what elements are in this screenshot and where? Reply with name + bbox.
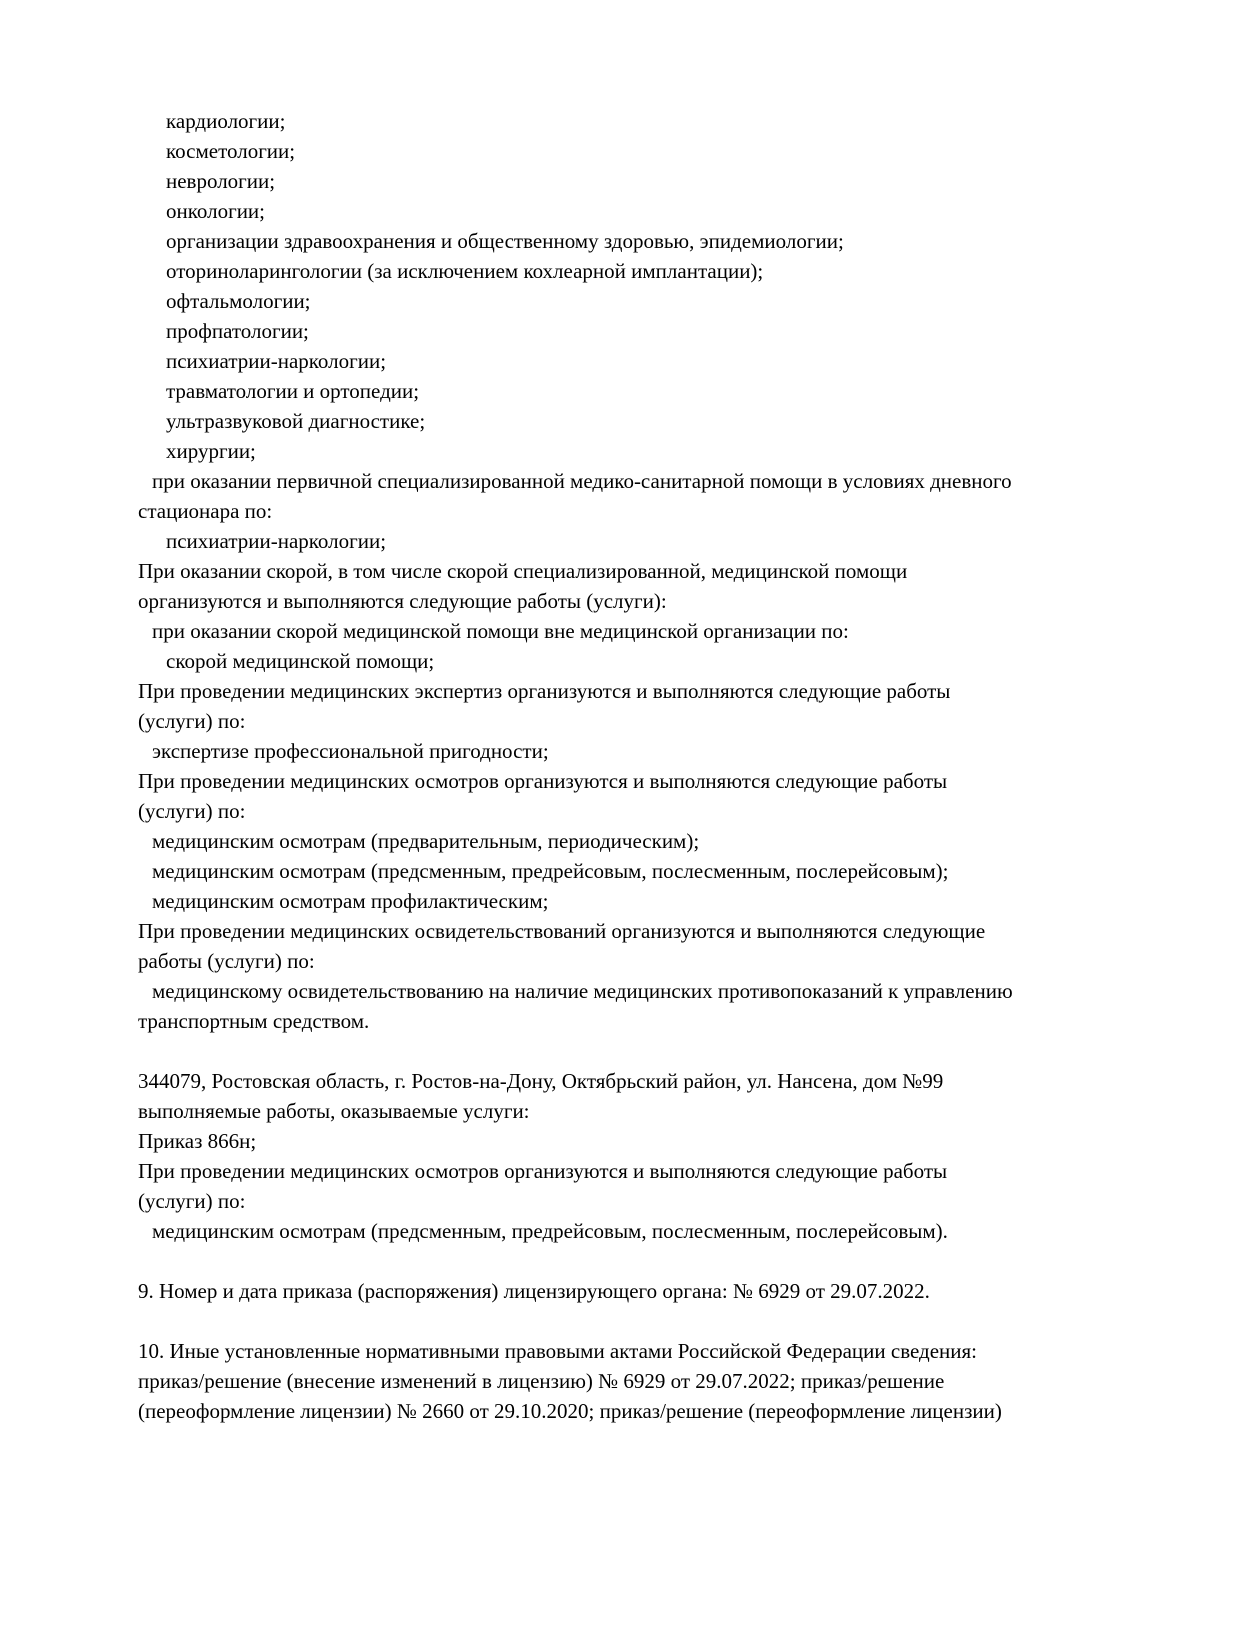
text-line: стационара по: bbox=[138, 499, 273, 523]
text-line: онкологии; bbox=[166, 199, 266, 223]
text-line: При оказании скорой, в том числе скорой специализированной, медицинской помощи bbox=[138, 559, 908, 583]
text-line: При проведении медицинских экспертиз организуются и выполняются следующие работы bbox=[138, 679, 951, 703]
text-line: профпатологии; bbox=[166, 319, 309, 343]
text-line: 344079, Ростовская область, г. Ростов-на-Дону, Октябрьский район, ул. Нансена, дом №99 bbox=[138, 1069, 944, 1093]
text-line: 9. Номер и дата приказа (распоряжения) лицензирующего органа: № 6929 от 29.07.2022. bbox=[138, 1279, 930, 1303]
text-line: ультразвуковой диагностике; bbox=[166, 409, 426, 433]
text-line: при оказании скорой медицинской помощи вне медицинской организации по: bbox=[152, 619, 849, 643]
text-line: офтальмологии; bbox=[166, 289, 311, 313]
text-line: выполняемые работы, оказываемые услуги: bbox=[138, 1099, 530, 1123]
blank-line bbox=[138, 1306, 1183, 1336]
text-line: организации здравоохранения и общественному здоровью, эпидемиологии; bbox=[166, 229, 844, 253]
text-line: медицинским осмотрам (предварительным, периодическим); bbox=[152, 829, 700, 853]
text-line: транспортным средством. bbox=[138, 1009, 370, 1033]
text-line: организуются и выполняются следующие работы (услуги): bbox=[138, 589, 667, 613]
text-line: работы (услуги) по: bbox=[138, 949, 315, 973]
document-text-block bbox=[138, 106, 1183, 1426]
text-line: травматологии и ортопедии; bbox=[166, 379, 420, 403]
blank-line bbox=[138, 1246, 1183, 1276]
text-line: экспертизе профессиональной пригодности; bbox=[152, 739, 549, 763]
text-line: При проведении медицинских осмотров организуются и выполняются следующие работы bbox=[138, 1159, 948, 1183]
text-line: медицинским осмотрам (предсменным, предрейсовым, послесменным, послерейсовым). bbox=[152, 1219, 948, 1243]
text-line: при оказании первичной специализированной медико-санитарной помощи в условиях дневного bbox=[152, 469, 1012, 493]
text-line: скорой медицинской помощи; bbox=[166, 649, 435, 673]
blank-line bbox=[138, 1036, 1183, 1066]
text-line: При проведении медицинских осмотров организуются и выполняются следующие работы bbox=[138, 769, 948, 793]
text-line: психиатрии-наркологии; bbox=[166, 529, 387, 553]
text-line: медицинским осмотрам (предсменным, предрейсовым, послесменным, послерейсовым); bbox=[152, 859, 949, 883]
text-line: 10. Иные установленные нормативными правовыми актами Российской Федерации сведения: bbox=[138, 1339, 978, 1363]
text-line: психиатрии-наркологии; bbox=[166, 349, 387, 373]
text-line: медицинским осмотрам профилактическим; bbox=[152, 889, 549, 913]
text-line: неврологии; bbox=[166, 169, 276, 193]
text-line: косметологии; bbox=[166, 139, 296, 163]
text-line: (услуги) по: bbox=[138, 709, 246, 733]
text-line: (услуги) по: bbox=[138, 799, 246, 823]
text-line: оториноларингологии (за исключением кохлеарной имплантации); bbox=[166, 259, 764, 283]
text-line: Приказ 866н; bbox=[138, 1129, 257, 1153]
text-line: (услуги) по: bbox=[138, 1189, 246, 1213]
text-line: медицинскому освидетельствованию на наличие медицинских противопоказаний к управлению bbox=[152, 979, 1013, 1003]
text-line: При проведении медицинских освидетельствований организуются и выполняются следующие bbox=[138, 919, 986, 943]
text-line: приказ/решение (внесение изменений в лицензию) № 6929 от 29.07.2022; приказ/решение bbox=[138, 1369, 945, 1393]
text-line: кардиологии; bbox=[166, 109, 286, 133]
text-line: (переоформление лицензии) № 2660 от 29.10.2020; приказ/решение (переоформление лицензии) bbox=[138, 1399, 1002, 1423]
text-line: хирургии; bbox=[166, 439, 256, 463]
